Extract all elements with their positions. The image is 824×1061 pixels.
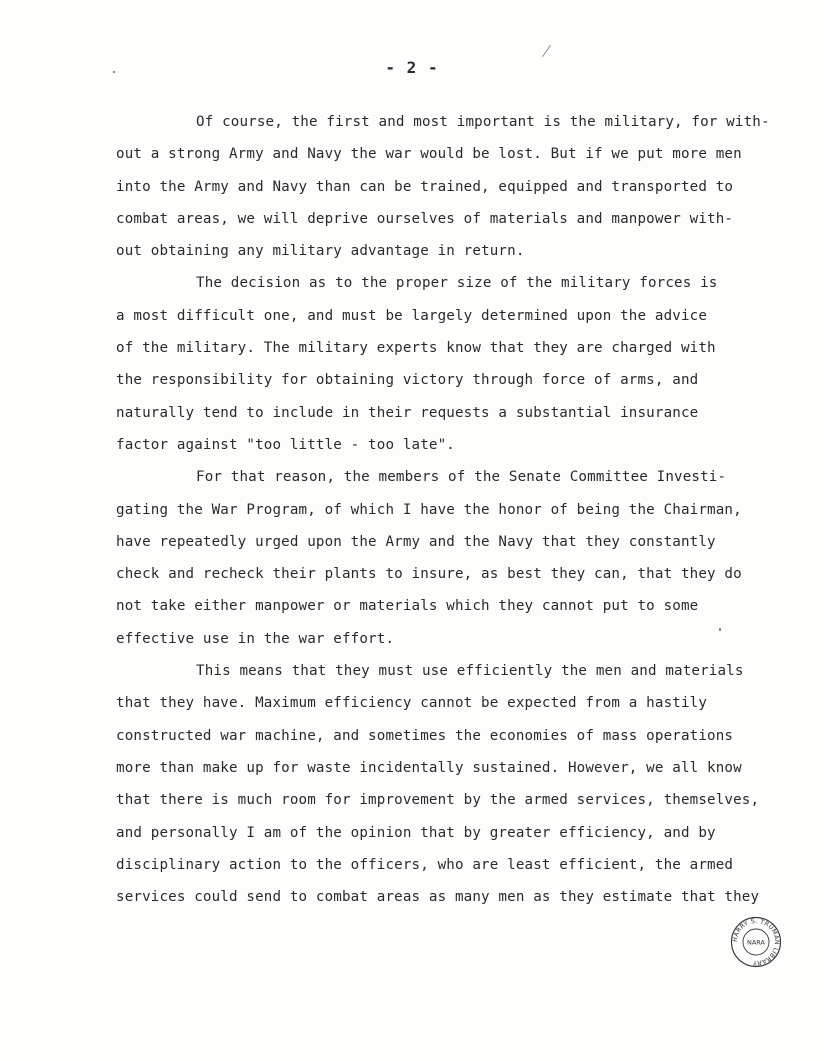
scan-speck (719, 628, 721, 631)
body-line: a most difficult one, and must be largely determined upon the advice (116, 307, 708, 324)
body-line: factor against "too little - too late". (116, 436, 455, 453)
body-line: check and recheck their plants to insure, as best they can, that they do (116, 566, 742, 583)
body-line: more than make up for waste incidentally sustained. However, we all know (116, 759, 742, 776)
body-line: and personally I am of the opinion that by greater efficiency, and by (116, 824, 716, 841)
body-line: For that reason, the members of the Senate Committee Investi- (196, 469, 727, 486)
body-line: naturally tend to include in their requests a substantial insurance (116, 404, 699, 421)
svg-text:HARRY S. TRUMAN LIBRARY: HARRY S. TRUMAN LIBRARY (731, 917, 781, 967)
body-line: effective use in the war effort. (116, 630, 395, 647)
svg-text:NARA: NARA (746, 938, 766, 947)
body-line: This means that they must use efficiently the men and materials (196, 663, 744, 680)
scan-speck (113, 71, 115, 73)
body-line: that they have. Maximum efficiency cannot be expected from a hastily (116, 695, 708, 712)
body-line: combat areas, we will deprive ourselves of materials and manpower with- (116, 210, 734, 227)
scan-mark (542, 45, 551, 57)
body-line: the responsibility for obtaining victory through force of arms, and (116, 372, 699, 389)
letter-body (116, 106, 770, 913)
body-line: out obtaining any military advantage in return. (116, 243, 525, 260)
body-line: have repeatedly urged upon the Army and the Navy that they constantly (116, 533, 716, 550)
body-line: gating the War Program, of which I have the honor of being the Chairman, (116, 501, 742, 518)
body-line: that there is much room for improvement by the armed services, themselves, (116, 792, 760, 809)
body-line: into the Army and Navy than can be trained, equipped and transported to (116, 178, 734, 195)
body-line: Of course, the first and most important is the military, for with- (196, 114, 770, 130)
body-line: out a strong Army and Navy the war would be lost. But if we put more men (116, 146, 742, 163)
body-line: disciplinary action to the officers, who are least efficient, the armed (116, 856, 734, 873)
archive-stamp-icon (730, 916, 782, 968)
body-line: services could send to combat areas as many men as they estimate that they (116, 889, 760, 906)
body-line: constructed war machine, and sometimes the economies of mass operations (116, 727, 734, 744)
body-line: The decision as to the proper size of the military forces is (196, 275, 718, 292)
page-number: - 2 - (385, 58, 439, 77)
body-line: of the military. The military experts know that they are charged with (116, 340, 716, 357)
body-line: not take either manpower or materials which they cannot put to some (116, 598, 699, 615)
